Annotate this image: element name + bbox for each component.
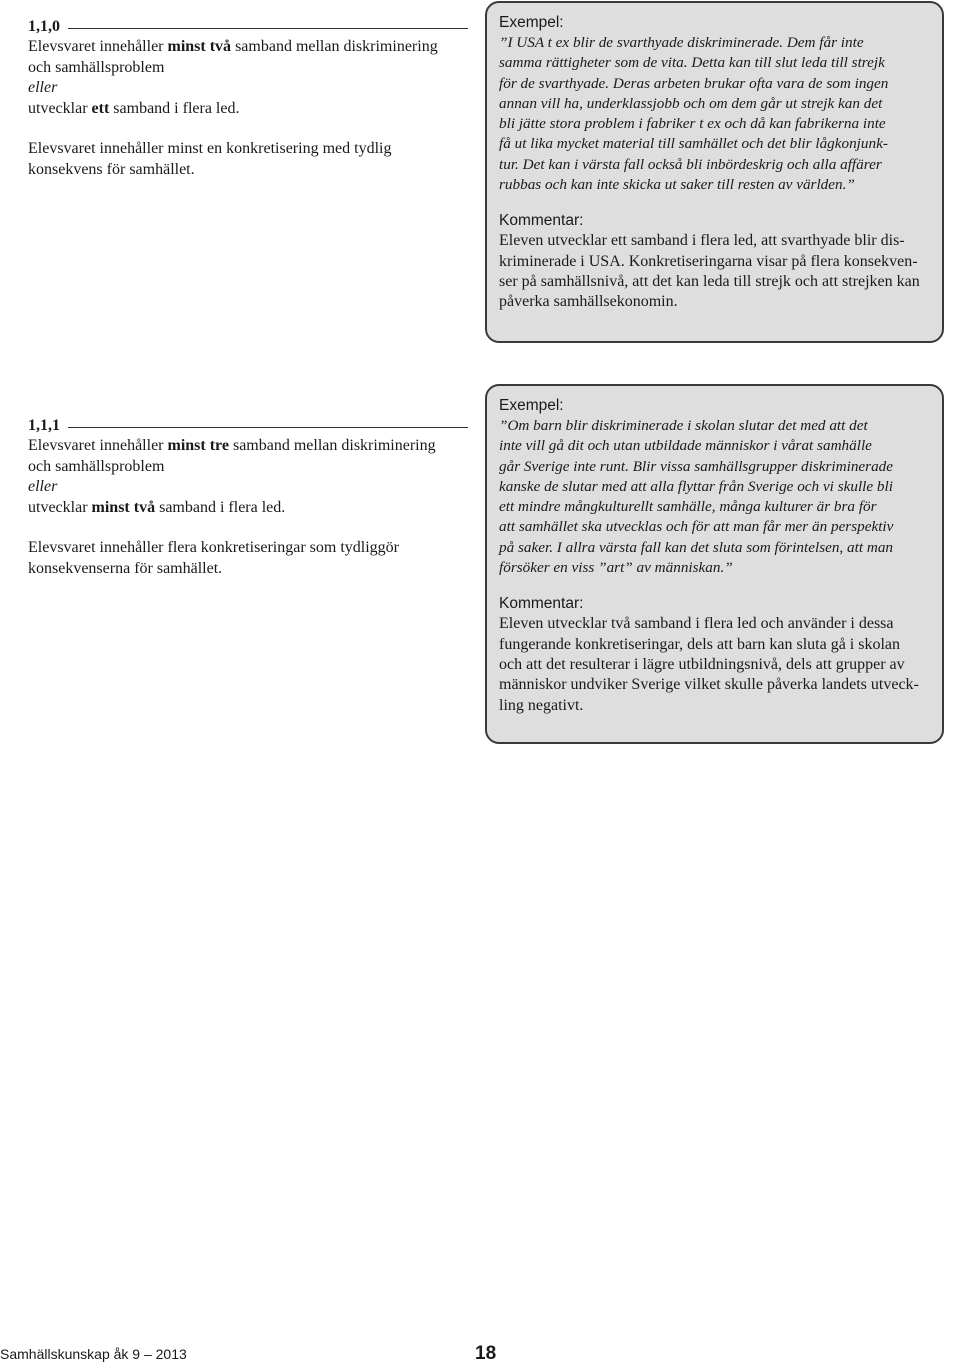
bold-text: minst två	[167, 38, 232, 55]
level-code: 1,1,0	[28, 18, 68, 35]
example-box-110	[485, 1, 944, 343]
text: samband mellan diskriminering	[228, 437, 436, 454]
example-text	[499, 33, 930, 195]
example-line: att samhället ska utvecklas och för att man får mer än perspektiv	[499, 518, 894, 536]
bold-text: minst tre	[167, 437, 229, 454]
criteria-level-111	[28, 416, 468, 579]
example-line: samma rättigheter som de vita. Detta kan till slut leda till strejk	[499, 54, 885, 72]
level-code: 1,1,1	[28, 417, 68, 434]
example-line: försöker en viss ”art” av människan.”	[499, 559, 733, 577]
comment-line: och att det resulterar i lägre utbildningsnivå, dels att grupper av	[499, 655, 905, 673]
example-line: ett mindre mångkulturellt samhälle, många kulturer är bra för	[499, 498, 877, 516]
level-heading	[28, 416, 468, 436]
text: utvecklar	[28, 498, 92, 516]
level-heading	[28, 17, 468, 37]
example-box-111	[485, 384, 944, 744]
example-line: tur. Det kan i värsta fall också bli inbördeskrig och alla affärer	[499, 155, 882, 173]
example-line: bli jätte stora problem i fabriker t ex och då kan fabrikerna inte	[499, 115, 886, 133]
text: Elevsvaret innehåller	[28, 437, 168, 454]
criteria-line: Elevsvaret innehåller flera konkretiseringar som tydliggör	[28, 539, 399, 556]
text: utvecklar	[28, 99, 92, 117]
heading-rule	[28, 427, 468, 428]
bold-text: ett	[91, 99, 110, 117]
comment-text	[499, 231, 930, 312]
example-line: annan vill ha, underklassjobb och om dem går ut strejk kan det	[499, 94, 883, 112]
example-line: ”I USA t ex blir de svarthyade diskriminerade. Dem får inte	[499, 34, 864, 51]
example-line: rubbas och kan inte skicka ut saker till resten av världen.”	[499, 176, 855, 194]
footer-subject: Samhällskunskap åk 9 – 2013	[0, 1346, 187, 1362]
example-label: Exempel:	[499, 397, 564, 414]
example-line: få ut lika mycket material till samhället och det blir lågkonjunk-	[499, 135, 888, 153]
comment-line: kriminerade i USA. Konkretiseringarna visar på flera konsekven-	[499, 252, 918, 270]
comment-line: Eleven utvecklar två samband i flera led och använder i dessa	[499, 615, 894, 633]
or-word: eller	[28, 79, 58, 96]
criteria-line	[28, 498, 468, 519]
example-line: för de svarthyade. Deras arbeten brukar ofta vara de som ingen	[499, 74, 889, 92]
text: samband i flera led.	[109, 99, 240, 117]
example-line: på saker. I allra värsta fall kan det sluta som förintelsen, att man	[499, 538, 894, 556]
comment-line: ling negativt.	[499, 696, 584, 714]
text: samband i flera led.	[155, 498, 286, 516]
criteria-line: Elevsvaret innehåller minst en konkretisering med tydlig	[28, 140, 392, 157]
page-number: 18	[475, 1343, 497, 1364]
bold-text: minst två	[91, 498, 156, 516]
criteria-line	[28, 37, 468, 58]
criteria-line: och samhällsproblem	[28, 457, 165, 475]
text: samband mellan diskriminering	[231, 38, 438, 55]
criteria-line	[28, 99, 468, 120]
heading-rule	[28, 28, 468, 29]
comment-line: påverka samhällsekonomin.	[499, 293, 678, 311]
comment-line: ser på samhällsnivå, att det kan leda till strejk och att strejken kan	[499, 272, 920, 290]
comment-line: människor undviker Sverige vilket skulle påverka landets utveck-	[499, 676, 919, 694]
example-line: går Sverige inte runt. Blir vissa samhällsgrupper diskriminerade	[499, 457, 894, 475]
example-line: ”Om barn blir diskriminerade i skolan slutar det med att det	[499, 417, 868, 434]
comment-line: Eleven utvecklar ett samband i flera led, att svarthyade blir dis-	[499, 232, 905, 250]
criteria-line	[28, 436, 468, 457]
criteria-line: konsekvenserna för samhället.	[28, 559, 223, 577]
text: Elevsvaret innehåller	[28, 38, 168, 55]
criteria-line: konsekvens för samhället.	[28, 160, 195, 178]
comment-line: fungerande konkretiseringar, dels att barn kan sluta gå i skolan	[499, 635, 901, 653]
example-label: Exempel:	[499, 14, 564, 31]
example-line: inte vill gå dit och utan utbildade människor i vårat samhälle	[499, 437, 872, 455]
or-word: eller	[28, 478, 58, 495]
comment-label: Kommentar:	[499, 595, 584, 613]
criteria-line: och samhällsproblem	[28, 58, 165, 76]
comment-label: Kommentar:	[499, 212, 584, 230]
example-line: kanske de slutar med att alla flyttar från Sverige och vi skulle bli	[499, 477, 893, 495]
example-text	[499, 416, 930, 578]
comment-text	[499, 614, 930, 715]
criteria-level-110	[28, 17, 468, 180]
